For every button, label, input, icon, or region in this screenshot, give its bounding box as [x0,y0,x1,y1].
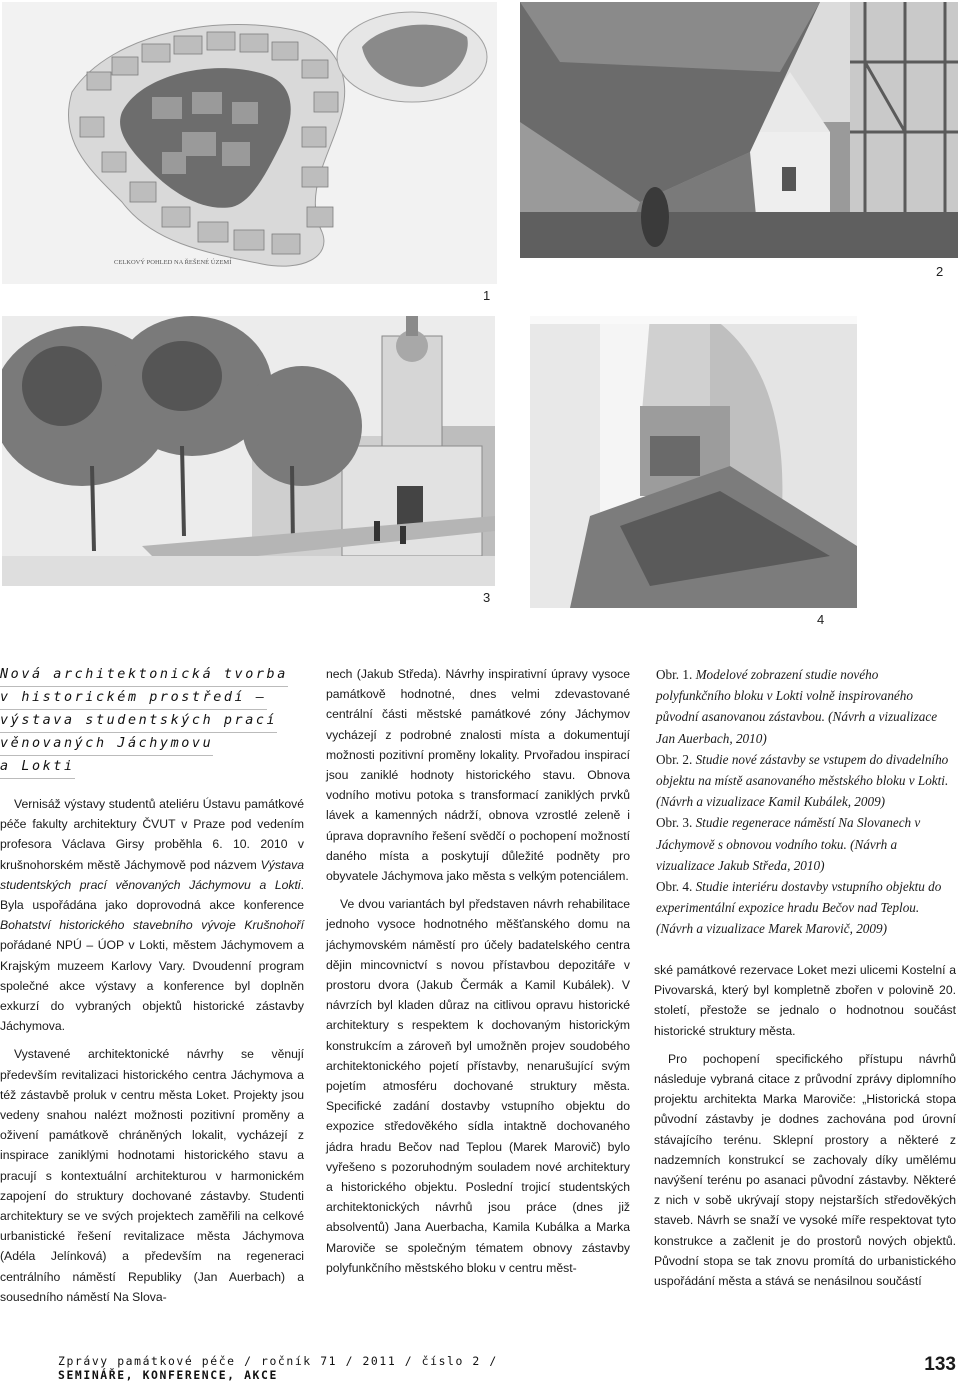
page-number: 133 [924,1354,956,1375]
footer-journal-line: Zprávy památkové péče / ročník 71 / 2011 / číslo 2 / [58,1354,498,1368]
text-column-1 [0,794,304,1307]
caption-3: Obr. 3. Studie regenerace náměstí Na Slovanech v Jáchymově s obnovou vodního toku. (Návrh a vizualizace Jakub Středa, 2010) [656,815,921,873]
figure-4-number: 4 [817,612,825,627]
footer-section-line: SEMINÁŘE, KONFERENCE, AKCE [58,1368,278,1382]
col1-paragraph-2: Vystavené architektonické návrhy se věnují především revitalizaci historického centra Jáchymova a též zástavbě proluk v centru města Loket. Projekty jsou vedeny snahou nalézt možnosti pozitivní proměny a oživení památkově chráněných lokalit, vycházejí z inspirace zaniklými hodnotami historického stavu a pracují s kontextuální architekturou v harmonickém zapojení do struktury dochované zástavby. Studenti architektury se ve svých projektech zaměřili na celkové urbanistické řešení revitalizace města Jáchymova (Adéla Jelínková) a především na regeneraci centrálního náměstí Republiky (Jan Auerbach) a sousedního náměstí Na Slova- [0,1047,304,1304]
text-column-2 [326,664,630,1278]
article-title [0,664,300,779]
col3-paragraph-2: Pro pochopení specifického přístupu návrhů následuje vybraná citace z průvodní zprávy diplomního projektu architekta Marka Maroviče: „Historická stopa původní zástavby je dodnes zachována pod úrovní stávajícího terénu. Sklepní prostory a některé z nadzemních konstrukcí se zachovaly díky umělému navýšení terénu po asanaci původní zástavby. Některé z nich v sobě ukrývají stopy nejstarších středověkých staveb. Návrh se snaží ve vysoké míře respektovat tyto konstrukce a začlenit je do prostorů nových objektů. Původní stopa se tak znovu promítá do urbanistického uspořádání města a stává se nenásilnou součástí [654,1051,956,1289]
caption-1: Obr. 1. Modelové zobrazení studie nového polyfunkčního bloku v Lokti volně inspirovaného původní asanovanou zástavbou. (Návrh a vizualizace Jan Auerbach, 2010) [656,667,938,746]
col2-paragraph-1: nech (Jakub Středa). Návrhy inspirativní úpravy vysoce památkově hodnotné, dnes velmi zdevastované centrální části městské památkové zóny Jáchymov vycházejí z podrobné znalosti místa a dokumentují možnosti pozitivní proměny lokality. Prvořadou inspirací jsou zaniklé hodnoty historického stavu. Obnova vodního motivu potoka s transformací zaniklých prvků lávek a kamenných nádrží, obnova vzrostlé zeleně i úprava dopravního řešení svědčí o pochopení možností daného místa a poskytují důležité podněty pro obyvatele Jáchymova jako města s velkým potenciálem. [326,667,630,884]
title-line-1: Nová architektonická tvorba [0,664,288,687]
title-line-4: věnovaných Jáchymovu [0,733,213,756]
col2-paragraph-2: Ve dvou variantách byl představen návrh rehabilitace jednoho vysoce hodnotného měšťanského domu na jáchymovském náměstí pro účely badatelského centra dějin mincovnictví s novou přístavbou depozitáře v prostoru dvora (Jakub Čermák a Kamil Kubálek). V návrzích byl kladen důraz na citlivou opravu historické architektury s respektem k dochovaným historickým konstrukcím a zároveň byl umožněn projev soudobého architektonického pojetí přístavby, nenarušující svým pojetím atmosféru dochované struktury města. Specifické zadání dostavby vstupního objektu do expozice středověkého sídla intaktně dochovaného jádra hradu Bečov nad Teplou (Marek Marovič) bylo vyřešeno s pozoruhodným souladem nové architektury a historického objektu. Poslední trojicí studentských architektonických návrhů jsou práce (dnes již absolventů) Jana Auerbacha, Kamila Kubálka a Marka Maroviče se společným tématem obnovy zástavby polyfunkčního městského bloku v centru měst- [326,897,630,1275]
title-line-2: v historickém prostředí – [0,687,267,710]
figure-2-image [520,2,958,258]
footer [58,1354,558,1382]
title-line-3: výstava studentských prací [0,710,277,733]
text-column-3 [654,960,956,1291]
col3-paragraph-1: ské památkové rezervace Loket mezi ulicemi Kostelní a Pivovarská, který byl kompletně zbořen v polovině 20. století, přestože se jednalo o hodnotnou součást historické struktury města. [654,963,956,1038]
figure-1-image [2,2,497,284]
title-line-5: a Lokti [0,756,75,779]
figure-3-number: 3 [483,590,491,605]
figure-1-inset-label: CELKOVÝ POHLED NA ŘEŠENÉ ÚZEMÍ [114,259,232,266]
caption-4: Obr. 4. Studie interiéru dostavby vstupního objektu do experimentální expozice hradu Bečov nad Teplou. (Návrh a vizualizace Marek Marovič, 2009) [656,879,942,937]
figure-3-image [2,316,495,586]
col1-paragraph-1: Vernisáž výstavy studentů ateliéru Ústavu památkové péče fakulty architektury ČVUT v Praze pod vedením profesora Václava Girsy proběhla 6. 10. 2010 v krušnohorském městě Jáchymově pod názvem Výstava studentských prací věnovaných Jáchymovu a Lokti. Byla uspořádána jako doprovodná akce konference Bohatství historického stavebního vývoje Krušnohoří pořádané NPÚ – ÚOP v Lokti, městem Jáchymovem a Krajským muzeem Karlovy Vary. Dvoudenní program společné akce výstavy a konference byl doplněn exkurzí do vybraných objektů historické zástavby Jáchymova. [0,797,304,1034]
figure-1-number: 1 [483,288,491,303]
figure-2-number: 2 [936,264,944,279]
caption-2: Obr. 2. Studie nové zástavby se vstupem do divadelního objektu na místě asanovaného městského bloku v Lokti. (Návrh a vizualizace Kamil Kubálek, 2009) [656,751,949,810]
figure-captions [656,664,956,940]
figure-4-image [530,316,857,608]
